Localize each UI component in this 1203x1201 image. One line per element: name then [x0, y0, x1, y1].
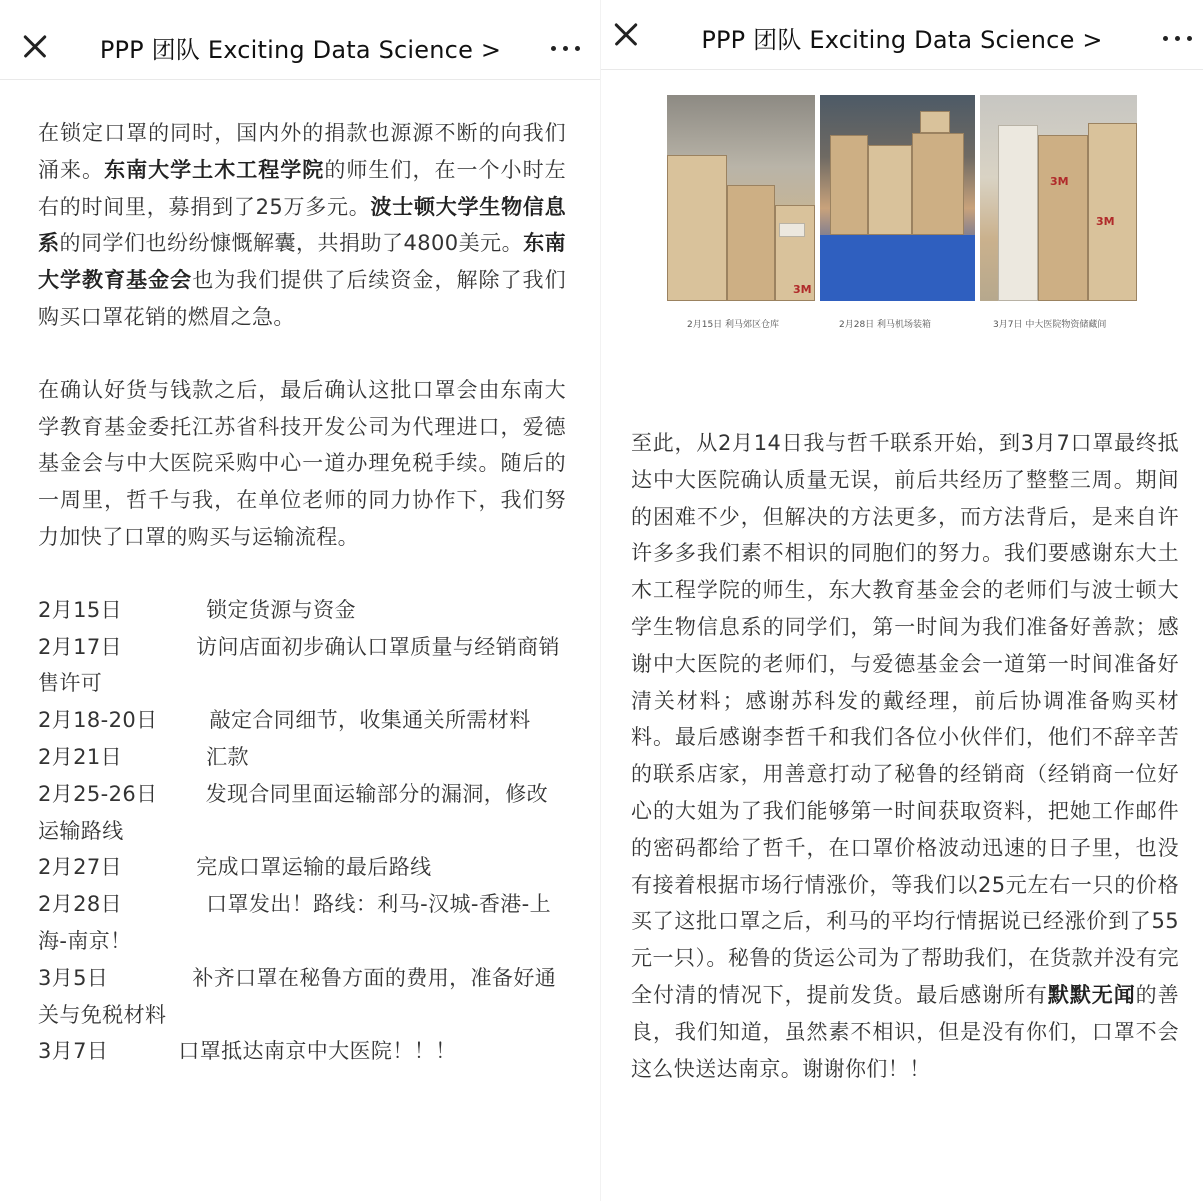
- import-paragraph: 在确认好货与钱款之后，最后确认这批口罩会由东南大学教育基金委托江苏省科技开发公司为代理进口，爱德基金会与中大医院采购中心一道办理免税手续。随后的一周里，哲千与我，在单位老师的同力协作下，我们努力加快了口罩的购买与运输流程。: [38, 377, 566, 549]
- timeline-item: [38, 702, 566, 739]
- airport-packing-photo[interactable]: [820, 95, 975, 301]
- warehouse-photo[interactable]: [667, 95, 815, 301]
- text-segment: 的善良，我们知道，虽然素不相识，但是没有你们，口罩不会这么快送达南京。谢谢你们！！: [631, 982, 1179, 1081]
- text-segment: 也为我们提供了后续资金，解除了我们购买口罩花销的燃眉之急。: [38, 268, 566, 329]
- timeline-description: 完成口罩运输的最后路线: [196, 855, 432, 880]
- nav-bar: [0, 0, 601, 80]
- timeline-item: [38, 739, 566, 776]
- timeline-date: 2月28日: [38, 892, 123, 917]
- timeline-date: 2月25-26日: [38, 781, 158, 806]
- bold-text: 东南大学土木工程学院: [104, 157, 325, 182]
- bold-text: 东南大学教育基金会: [38, 231, 566, 293]
- right-article-screen: [601, 0, 1203, 1201]
- timeline-date: 2月15日: [38, 597, 123, 622]
- photo-caption-1: 2月15日 利马郊区仓库: [687, 320, 780, 330]
- text-segment: 的师生们，在一个小时左右的时间里，募捐到了25万多元。: [38, 157, 566, 219]
- timeline-date: 2月17日: [38, 634, 123, 659]
- timeline-item: [38, 592, 566, 629]
- timeline-item: [38, 1033, 566, 1070]
- text-segment: 在锁定口罩的同时，国内外的捐款也源源不断的向我们涌来。: [38, 121, 566, 182]
- brand-label: 3M: [1096, 215, 1115, 228]
- timeline-description: 汇款: [206, 744, 249, 769]
- timeline-description: 发现合同里面运输部分的漏洞，修改运输路线: [38, 781, 548, 843]
- more-options-icon[interactable]: [1161, 34, 1195, 44]
- timeline-item: [38, 849, 566, 886]
- text-segment: 至此，从2月14日我与哲千联系开始，到3月7口罩最终抵达中大医院确认质量无误，前后共经历了整整三周。期间的困难不少，但解决的方法更多，而方法背后，是来自许许多多我们素不相识的同胞们的努力。我们要感谢东大土木工程学院的师生，东大教育基金会的老师们与波士顿大学生物信息系的同学们，第一时间为我们准备好善款；感谢中大医院的老师们，与爱德基金会一道第一时间准备好清关材料；感谢苏科发的戴经理，前后协调准备购买材料。最后感谢李哲千和我们各位小伙伴们，他们不辞辛苦的联系店家，用善意打动了秘鲁的经销商（经销商一位好心的大姐为了我们能够第一时间获取资料，把她工作邮件的密码都给了哲千，在口罩价格波动迅速的日子里，也没有接着根据市场行情涨价，等我们以25元左右一只的价格买了这批口罩之后，利马的平均行情据说已经涨价到了55元一只）。秘鲁的货运公司为了帮助我们，在货款并没有完全付清的情况下，提前发货。最后感谢所有: [631, 431, 1179, 1007]
- timeline-description: 补齐口罩在秘鲁方面的费用，准备好通关与免税材料: [38, 965, 557, 1027]
- photo-caption-2: 2月28日 利马机场装箱: [839, 320, 932, 330]
- account-title-link[interactable]: PPP 团队 Exciting Data Science >: [701, 26, 1103, 54]
- timeline-description: 口罩抵达南京中大医院！！！: [178, 1039, 457, 1064]
- timeline-item: [38, 960, 566, 1034]
- thanks-paragraph: [631, 425, 1179, 1087]
- timeline-description: 敲定合同细节，收集通关所需材料: [209, 708, 531, 733]
- photo-strip: [667, 95, 1137, 301]
- timeline-description: 锁定货源与资金: [206, 597, 356, 622]
- timeline-date: 2月18-20日: [38, 708, 158, 733]
- hospital-storage-photo[interactable]: [980, 95, 1137, 301]
- text-segment: 的同学们也纷纷慷慨解囊，共捐助了4800美元。: [59, 231, 524, 256]
- article-body: [38, 115, 566, 1070]
- bold-text: 波士顿大学生物信息系: [38, 194, 566, 256]
- timeline-item: [38, 629, 566, 703]
- timeline-description: 口罩发出！路线：利马-汉城-香港-上海-南京！: [38, 892, 552, 953]
- timeline-item: [38, 886, 566, 960]
- timeline-list: [38, 592, 566, 1070]
- photo-caption-3: 3月7日 中大医院物资储藏间: [993, 320, 1107, 330]
- article-body: [631, 425, 1179, 1087]
- bold-text: 默默无闻: [1047, 982, 1136, 1007]
- timeline-item: [38, 776, 566, 850]
- timeline-date: 3月7日: [38, 1039, 109, 1064]
- timeline-date: 3月5日: [38, 965, 109, 990]
- account-title-link[interactable]: PPP 团队 Exciting Data Science >: [99, 36, 502, 64]
- brand-label: 3M: [1050, 175, 1069, 188]
- brand-label: 3M: [793, 283, 812, 296]
- donation-paragraph: [38, 115, 566, 336]
- timeline-date: 2月27日: [38, 855, 123, 880]
- more-options-icon[interactable]: [549, 44, 583, 54]
- photo-captions: [667, 317, 1137, 331]
- timeline-date: 2月21日: [38, 744, 123, 769]
- timeline-description: 访问店面初步确认口罩质量与经销商销售许可: [38, 634, 560, 696]
- left-article-screen: [0, 0, 601, 1201]
- nav-bar: [601, 0, 1203, 70]
